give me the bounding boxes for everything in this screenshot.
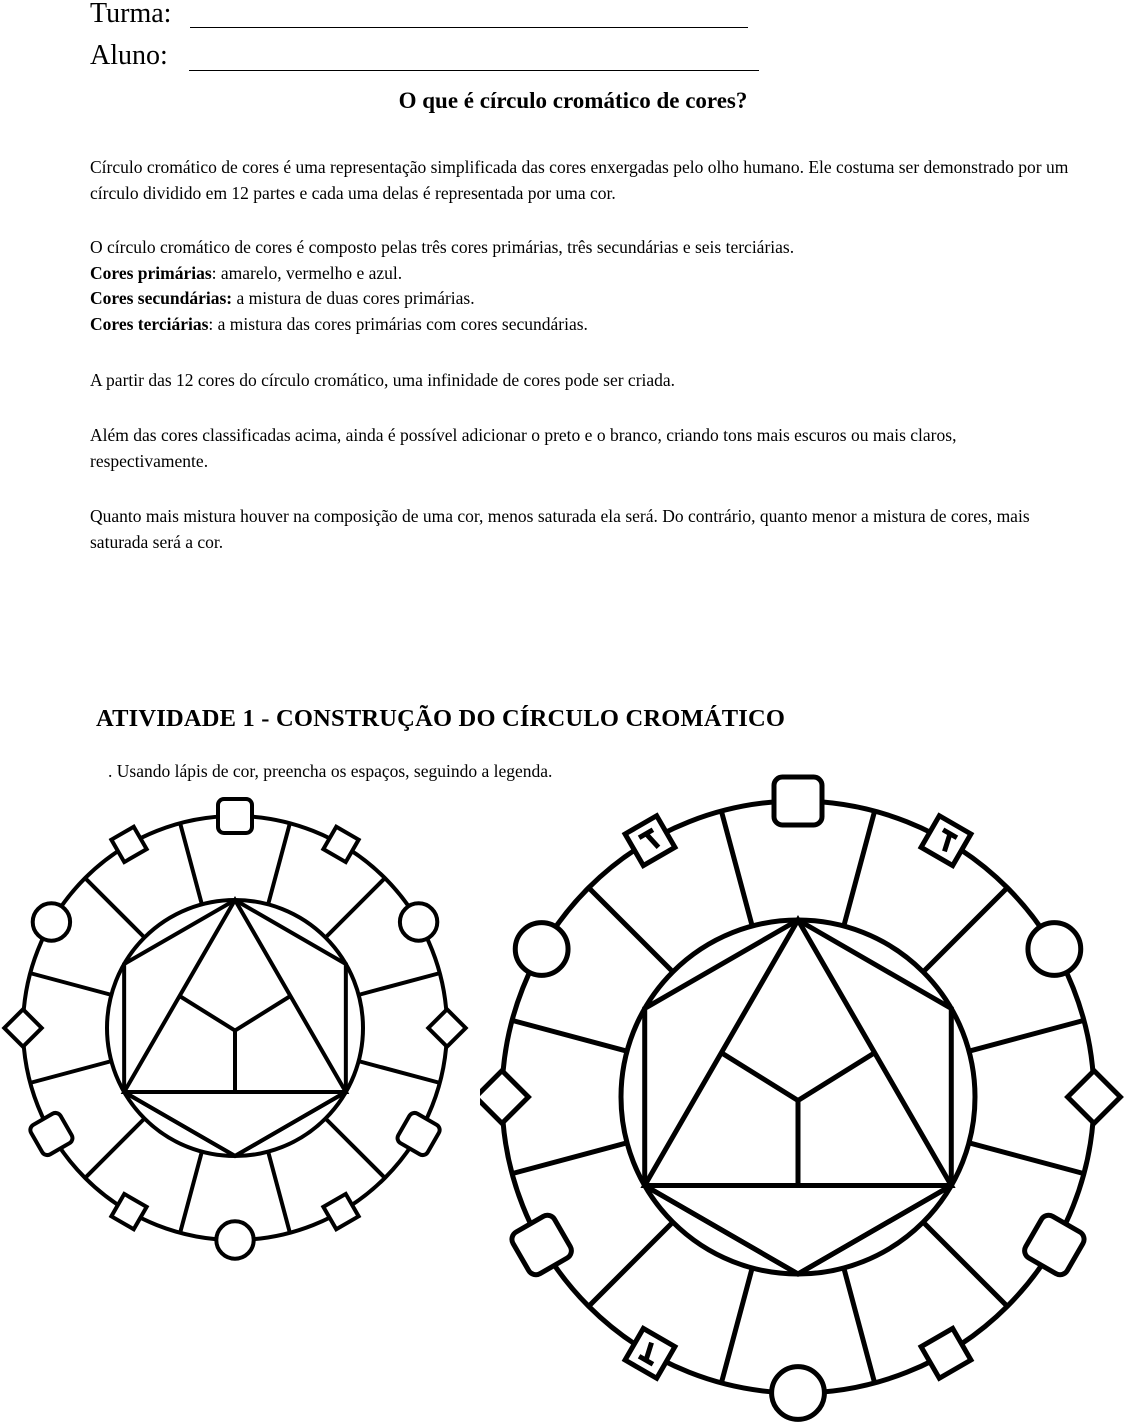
wheel-segment-divider[interactable]	[923, 1222, 1007, 1306]
legend-square-marker[interactable]	[323, 827, 358, 862]
turma-label: Turma:	[90, 0, 172, 29]
legend-rounded-square-marker[interactable]	[218, 799, 252, 833]
activity-instruction: . Usando lápis de cor, preencha os espaços, seguindo a legenda.	[108, 761, 553, 781]
aluno-label: Aluno:	[90, 40, 168, 71]
inner-circle[interactable]	[107, 900, 363, 1156]
legend-diamond-marker[interactable]	[480, 1071, 528, 1124]
aluno-line[interactable]	[189, 70, 759, 71]
secundarias-line	[90, 286, 1070, 312]
wheel-segment-divider[interactable]	[268, 1152, 290, 1233]
secundarias-text: a mistura de duas cores primárias.	[232, 288, 475, 308]
triangle-divider[interactable]	[721, 1053, 798, 1101]
wheel-segment-divider[interactable]	[721, 811, 752, 926]
legend-rounded-square-marker[interactable]	[395, 1111, 441, 1157]
wheel-segment-divider[interactable]	[923, 888, 1007, 972]
primarias-line	[90, 261, 1070, 287]
legend-circle-marker[interactable]	[216, 1221, 253, 1258]
triangle-divider[interactable]	[180, 996, 235, 1031]
legend-circle-marker[interactable]	[1028, 923, 1081, 976]
paragraph-3	[90, 368, 1070, 394]
legend-square-marker[interactable]	[111, 1194, 146, 1229]
legend-circle-marker[interactable]	[33, 903, 70, 940]
secundarias-label: Cores secundárias:	[90, 288, 233, 308]
wheel-segment-divider[interactable]	[85, 878, 144, 937]
wheel-segment-divider[interactable]	[512, 1143, 627, 1174]
legend-diamond-marker[interactable]	[4, 1009, 41, 1046]
legend-rounded-square-marker[interactable]	[509, 1212, 575, 1278]
legend-square-marker[interactable]	[921, 1328, 971, 1378]
paragraph-2	[90, 235, 1070, 337]
wheel-segment-divider[interactable]	[844, 1268, 875, 1383]
primarias-label: Cores primárias	[90, 262, 212, 283]
legend-rounded-square-marker[interactable]	[774, 777, 822, 825]
wheel-segment-divider[interactable]	[30, 1061, 111, 1083]
page-title: O que é círculo cromático de cores?	[398, 88, 748, 113]
legend-square-marker[interactable]	[111, 827, 146, 862]
paragraph-2-text: O círculo cromático de cores é composto pelas três cores primárias, três secundárias e seis terciárias.	[90, 237, 795, 257]
paragraph-1	[90, 155, 1070, 206]
wheel-segment-divider[interactable]	[589, 1222, 673, 1306]
triangle-divider[interactable]	[235, 996, 290, 1031]
wheel-segment-divider[interactable]	[180, 1152, 202, 1233]
aluno-field	[90, 42, 168, 70]
legend-rounded-square-marker[interactable]	[28, 1111, 74, 1157]
legend-circle-marker[interactable]	[772, 1367, 825, 1420]
turma-line[interactable]	[190, 27, 748, 28]
wheel-segment-divider[interactable]	[326, 878, 385, 937]
paragraph-1-text: Círculo cromático de cores é uma representação simplificada das cores enxergadas pelo olho humano. Ele costuma ser demonstrado por um círculo dividido em 12 partes e cada uma delas é representada por uma cor.	[90, 157, 1069, 203]
paragraph-5	[90, 504, 1070, 555]
paragraph-4-text: Além das cores classificadas acima, ainda é possível adicionar o preto e o branco, criando tons mais escuros ou mais claros, respectivamente.	[90, 425, 957, 471]
terciarias-label: Cores terciárias	[90, 313, 209, 334]
legend-diamond-marker[interactable]	[1068, 1071, 1121, 1124]
paragraph-3-text: A partir das 12 cores do círculo cromático, uma infinidade de cores pode ser criada.	[90, 370, 676, 390]
wheel-segment-divider[interactable]	[326, 1119, 385, 1178]
terciarias-line	[90, 312, 1070, 338]
turma-field	[90, 0, 171, 28]
wheel-segment-divider[interactable]	[512, 1020, 627, 1051]
wheel-segment-divider[interactable]	[589, 888, 673, 972]
inner-circle[interactable]	[621, 920, 975, 1274]
hexagon[interactable]	[645, 920, 952, 1274]
small-color-wheel[interactable]	[0, 790, 480, 1270]
wheel-segment-divider[interactable]	[180, 823, 202, 904]
wheel-segment-divider[interactable]	[85, 1119, 144, 1178]
legend-circle-marker[interactable]	[400, 903, 437, 940]
paragraph-4	[90, 423, 1070, 474]
legend-rounded-square-marker[interactable]	[1022, 1212, 1088, 1278]
wheel-segment-divider[interactable]	[969, 1020, 1084, 1051]
legend-diamond-marker[interactable]	[428, 1009, 465, 1046]
wheel-segment-divider[interactable]	[359, 1061, 440, 1083]
terciarias-text: : a mistura das cores primárias com cores secundárias.	[208, 313, 588, 334]
wheel-segment-divider[interactable]	[30, 973, 111, 995]
wheel-segment-divider[interactable]	[969, 1143, 1084, 1174]
wheel-segment-divider[interactable]	[844, 811, 875, 926]
wheel-segment-divider[interactable]	[721, 1268, 752, 1383]
wheel-segment-divider[interactable]	[268, 823, 290, 904]
activity-title: ATIVIDADE 1 - CONSTRUÇÃO DO CÍRCULO CROMÁTICO	[96, 705, 786, 732]
primarias-text: : amarelo, vermelho e azul.	[211, 262, 403, 283]
legend-circle-marker[interactable]	[515, 923, 568, 976]
paragraph-5-text: Quanto mais mistura houver na composição de uma cor, menos saturada ela será. Do contrário, quanto menor a mistura de cores, mais saturada será a cor.	[90, 506, 1030, 552]
wheel-segment-divider[interactable]	[359, 973, 440, 995]
legend-square-marker[interactable]	[323, 1194, 358, 1229]
large-color-wheel[interactable]	[480, 770, 1126, 1422]
hexagon-bottom[interactable]	[645, 1186, 952, 1275]
triangle-divider[interactable]	[798, 1053, 875, 1101]
hexagon-bottom[interactable]	[124, 1092, 346, 1156]
hexagon[interactable]	[124, 900, 346, 1156]
